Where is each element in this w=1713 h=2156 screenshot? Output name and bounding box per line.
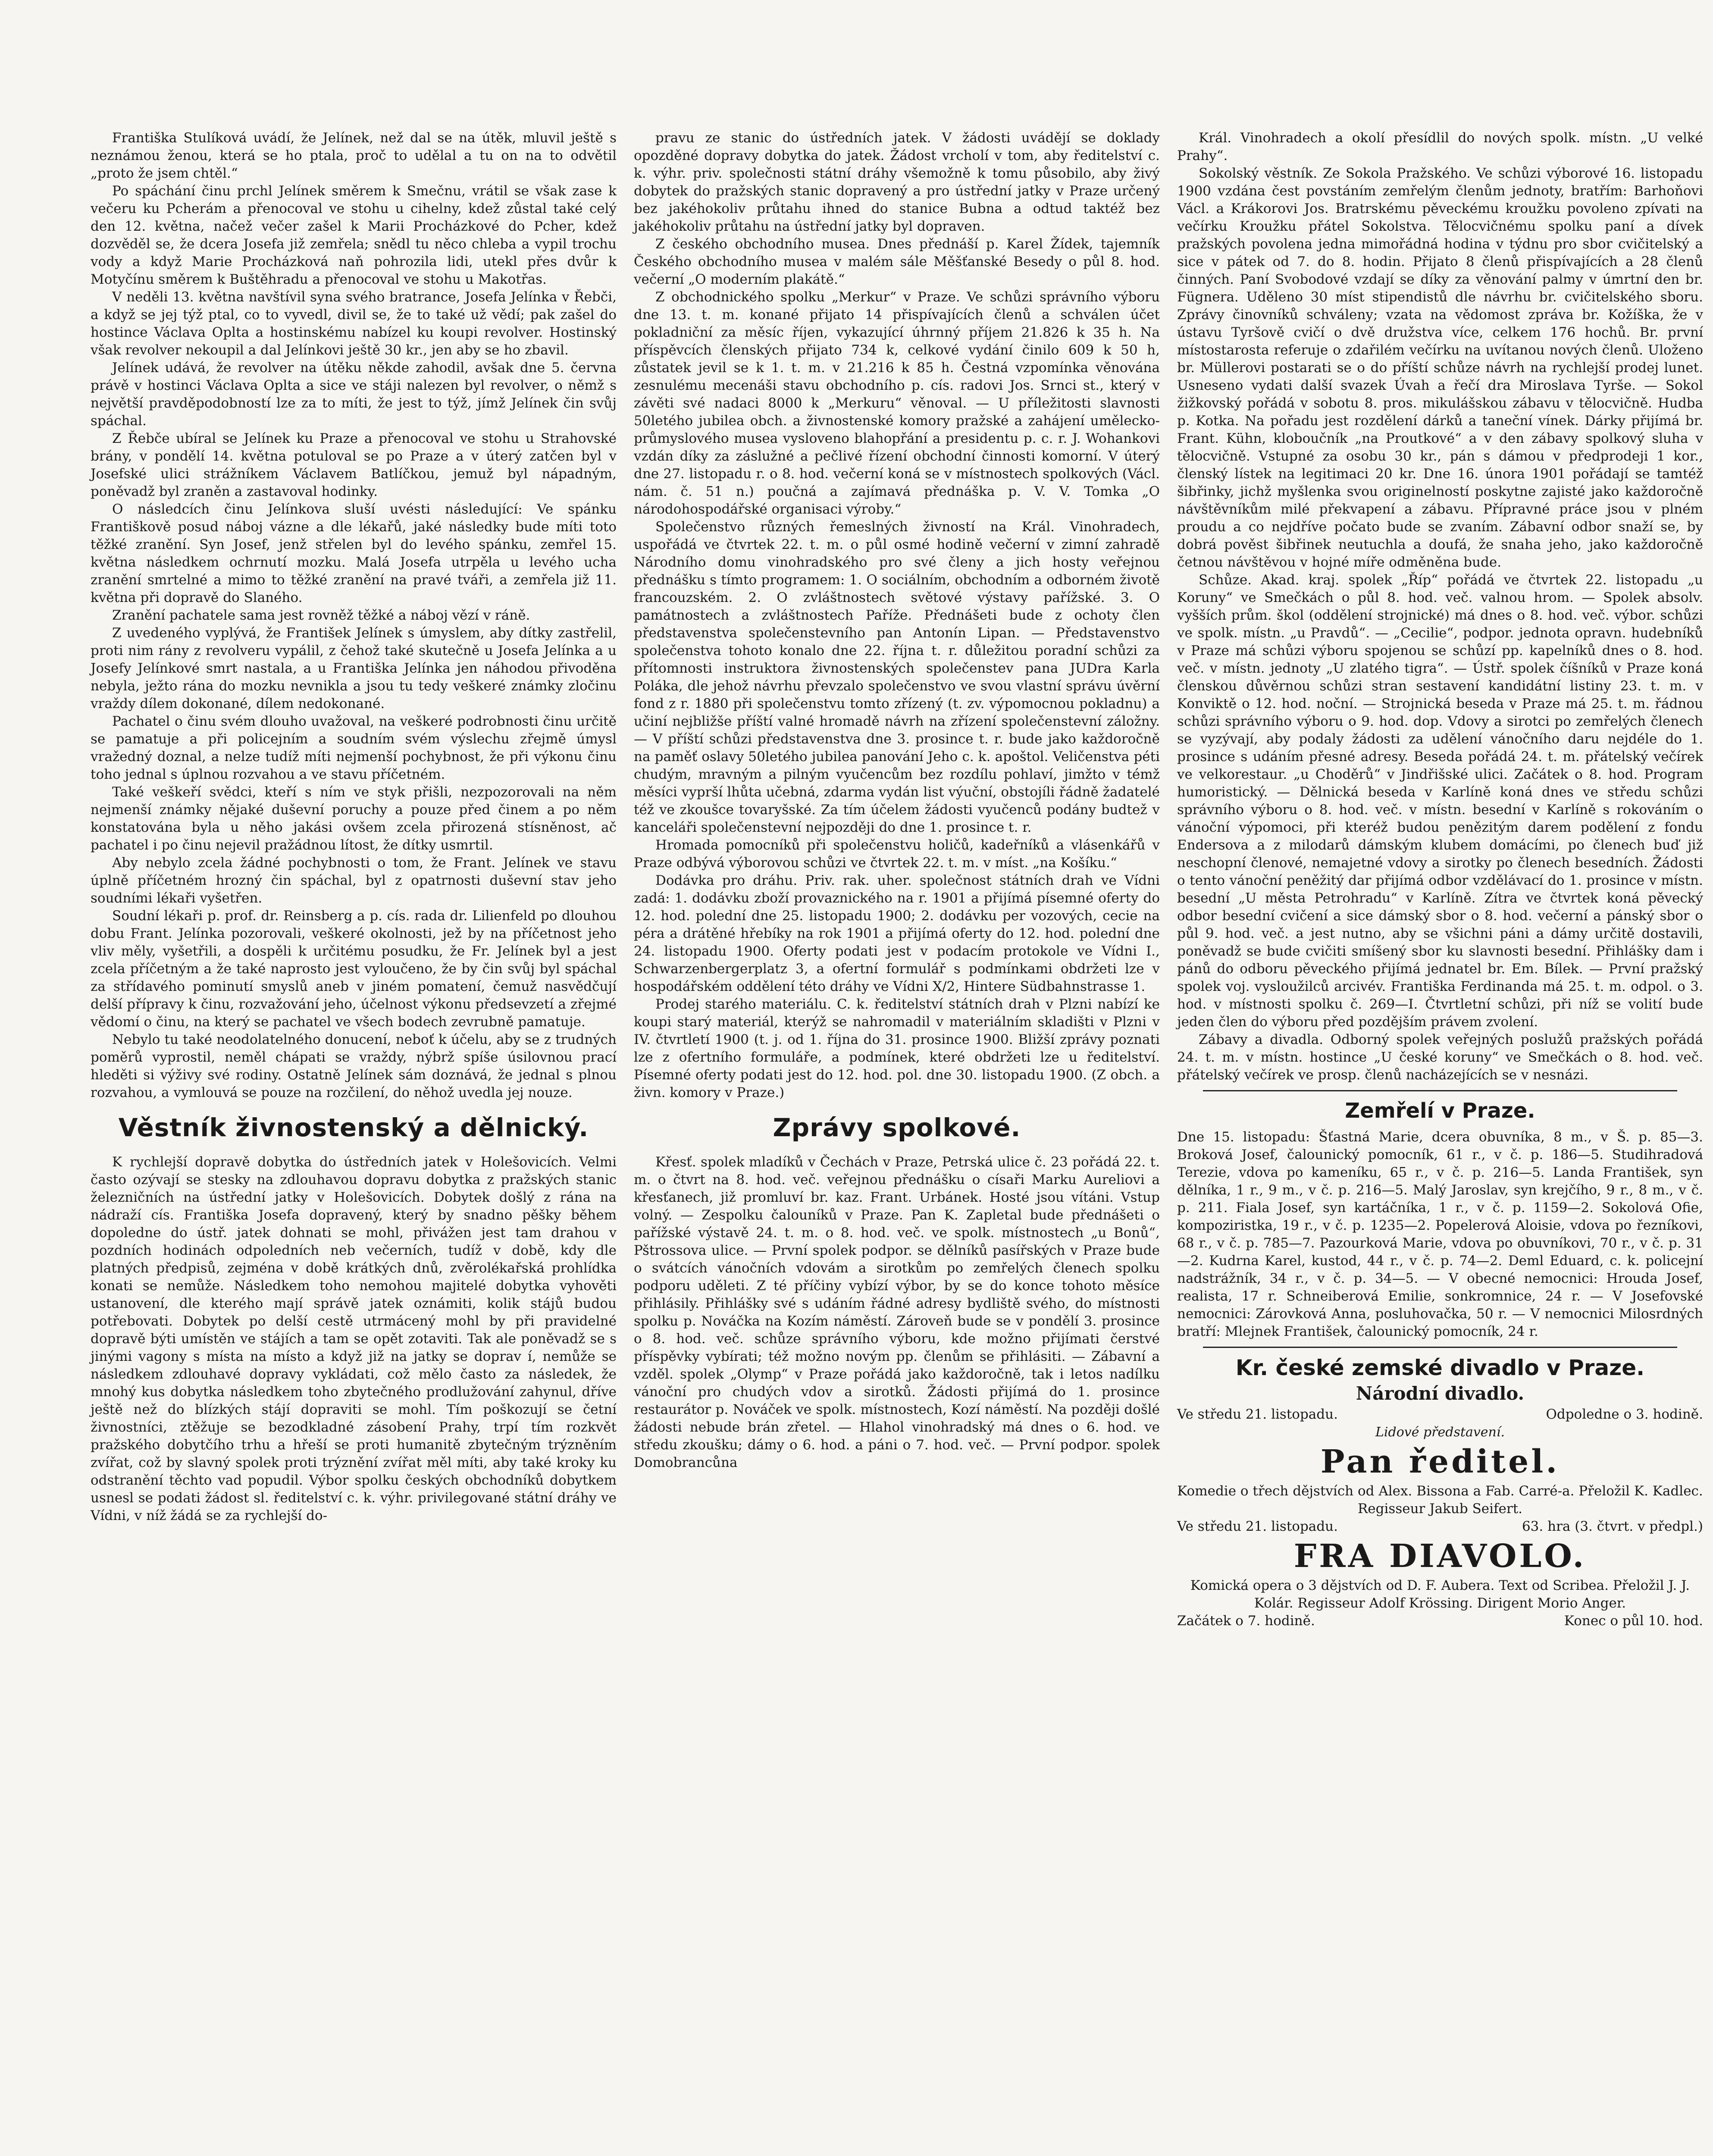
article-paragraph: Z českého obchodního musea. Dnes přednáší p. Karel Žídek, tajemník Českého obchodního musea v malém sále Měšťanské Besedy o půl 8. hod. večerní „O moderním plakátě.“ [634, 236, 1160, 287]
article-paragraph: Také veškeří svědci, kteří s ním ve styk přišli, nezpozorovali na něm nejmenší známky nějaké duševní poruchy a pouze před činem a po něm konstatována byla u něho jakási ovšem zcela přirozená stísněnost, ač pachatel i po činu nejevil pražádnou lítost, že dítky usmrtil. [91, 784, 617, 853]
theatre-heading: Kr. české zemské divadlo v Praze. [1235, 1355, 1645, 1380]
theatre-subheading: Národní divadlo. [1356, 1383, 1525, 1404]
theatre-date-row [1177, 1406, 1703, 1423]
theatre-time: Odpoledne o 3. hodině. [1546, 1407, 1703, 1422]
deaths-title: Zemřelí v Praze. [1345, 1099, 1535, 1123]
theatre-date: Ve středu 21. listopadu. [1177, 1519, 1338, 1534]
article-paragraph: Hromada pomocníků při společenstvu holičů, kadeřníků a vlásenkářů v Praze odbývá výborovou schůzi ve čtvrtek 22. t. m. v míst. „na Košíku.“ [634, 837, 1160, 871]
play-description-2: Komická opera o 3 dějstvích od D. F. Aubera. Text od Scribea. Přeložil J. J. Kolár. Regisseur Adolf Krössing. Dirigent Morio Anger. [1190, 1578, 1690, 1611]
divider [1203, 1347, 1677, 1348]
article-paragraph: Král. Vinohradech a okolí přesídlil do nových spolk. místn. „U velké Prahy“. [1177, 130, 1703, 163]
deaths-list: Dne 15. listopadu: Šťastná Marie, dcera obuvníka, 8 m., v Š. p. 85—3. Broková Josef, čalounický pomocník, 61 r., v č. p. 186—5. Studihradová Terezie, vdova po kameníku, 65 r., v č. p. 216—5. Landa František, syn dělníka, 1 r., 9 m., v č. p. 216—5. Malý Jaroslav, syn krejčího, 9 r., 8 m., v č. p. 211. Fiala Josef, syn kartáčníka, 1 r., v č. p. 1159—2. Sokolová Ofie, kompoziristka, 19 r., v č. p. 1235—2. Popelerová Aloisie, vdova po řezníkovi, 68 r., v č. p. 785—7. Pazourková Marie, vdova po obuvníkovi, 70 r., v č. p. 31—2. Kudrna Karel, kustod, 44 r., v č. p. 74—2. Deml Eduard, c. k. policejní nadstrážník, 34 r., v č. p. 34—5. — V obecné nemocnici: Hrouda Josef, realista, 17 r. Schneiberová Emilie, sonkromnice, 24 r. — V Josefovské nemocnici: Zárovková Anna, posluhovačka, 50 r. — V nemocnici Milosrdných bratří: Mlejnek František, čalounický pomocník, 24 r. [1177, 1129, 1703, 1339]
section-title-trade: Věstník živnostenský a dělnický. [118, 1113, 589, 1142]
article-paragraph: Soudní lékaři p. prof. dr. Reinsberg a p. cís. rada dr. Lilienfeld po dlouhou dobu Frant. Jelínka pozorovali, veškeré okolnosti, jež by na příčetnost jeho vliv měly, vyšetřili, a dospěli k určitému posudku, že Fr. Jelínek byl a jest zcela příčetným a že také naprosto jest vyloučeno, že by čin svůj byl spáchal za střídavého pominutí smyslů aneb v jiném pomatení, čemuž nasvědčují delší přípravy k činu, rozvažování jeho, účelnost výkonu předsevzetí a zřejmé vědomí o činu, na který se pachatel ve všech bodech zevrubně pamatuje. [91, 908, 617, 1030]
theatre-end: Konec o půl 10. hod. [1564, 1613, 1703, 1629]
theatre-subscription: 63. hra (3. čtvrt. v předpl.) [1522, 1519, 1703, 1534]
article-paragraph: pravu ze stanic do ústředních jatek. V žádosti uvádějí se doklady opozděné dopravy dobytka do jatek. Žádost vrcholí v tom, aby ředitelství c. k. výhr. priv. společnosti státní dráhy všemožně k tomu působilo, aby živý dobytek do pražských stanic dopravený a pro ústřední jatky v Praze určený bez jakéhokoliv průtahu ihned do stanice Bubna a odtud taktéž bez jakéhokoliv průtahu na ústřední jatky byl dopraven. [634, 130, 1160, 234]
article-paragraph: Aby nebylo zcela žádné pochybnosti o tom, že Frant. Jelínek ve stavu úplně příčetném hrozný čin spáchal, byl z opatrnosti duševní stav jeho soudními lékaři vyšetřen. [91, 855, 617, 906]
play-title-1: Pan ředitel. [1320, 1443, 1560, 1480]
theatre-date-row [1177, 1518, 1703, 1536]
section-title-clubs: Zprávy spolkové. [773, 1113, 1021, 1142]
theatre-start: Začátek o 7. hodině. [1177, 1613, 1315, 1629]
article-paragraph: K rychlejší dopravě dobytka do ústředních jatek v Holešovicích. Velmi často ozývají se stesky na zdlouhavou dopravu dobytka z pražských stanic železničních na ústřední jatky v Holešovicích. Dobytek došlý z rána na nádraží cís. Františka Josefa dopravený, který by snadno pěšky během dopoledne do ústř. jatek dohnati se mohl, přivážen jest tam drahou v pozdních hodinách odpoledních neb večerních, tudíž v době, kdy dle platných předpisů, zejména v době krátkých dnů, zvěrolékařská prohlídka konati se nemůže. Následkem toho nemohou majitelé dobytka vyhověti ustanovení, dle kterého mají správě jatek oznámiti, kolik stájů budou potřebovati. Dobytek po delší cestě utrmácený mohl by při pravidelné dopravě býti umístěn ve stájích a tam se opět zotaviti. Tak ale poněvadž se s jinými vagony s místa na místo a když již na jatky se doprav í, nemůže se následkem zdlouhavé dopravy vykládati, což mělo často za následek, že mnohý kus dobytka následkem toho zbytečného prodlužování zahynul, dříve ještě než do blízkých stájí dopraviti se mohl. Tím poškozují se četní živnostníci, ztěžuje se bezodkladné zásobení Prahy, trpí tím rozkvět pražského dobytčího trhu a hřeší se proti humanitě zbytečným trýzněním zvířat, což by slavný spolek proti trýznění zvířat měl míti, aby také kroky ku odstranění těchto vad popudil. Výbor spolku českých obchodníků dobytkem usnesl se podati žádost sl. ředitelství c. k. výhr. privilegované státní dráhy ve Vídni, v níž žádá se za rychlejší do- [91, 1154, 617, 1523]
divider [1203, 1090, 1677, 1091]
article-paragraph: Sokolský věstník. Ze Sokola Pražského. Ve schůzi výborové 16. listopadu 1900 vzdána čest povstáním zemřelým členům jednoty, bratřím: Barhoňovi Václ. a Krákorovi Jos. Bratrskému pěveckému kroužku povoleno zpívati na večírku Kroužku přátel Sokolstva. Tělocvičnému spolku paní a dívek pražských povolena jedna mimořádná hodina v týdnu pro sbor cvičitelský a sice v pátek od 7. do 8. hodin. Přijato 8 členů přispívajících a 28 členů činných. Paní Svobodové vzdají se díky za věnování palmy v úmrtní den br. Fügnera. Udělenо 30 míst stipendistů dle návrhu br. cvičitelského sboru. Zprávy činovníků schváleny; vzata na vědomost zpráva br. Kožíška, že v ústavu Tyršově cvičí o dvě družstva více, celkem 176 hochů. Br. první místostarosta referuje o zdařilém večírku na uvítanou nových členů. Uloženo br. Müllerovi postarati se o do příští schůze návrh na rychlejší prodej lunet. Usneseno vydati další svazek Úvah a řečí dra Miroslava Tyrše. — Sokol žižkovský pořádá v sobotu 8. pros. mikulášskou zábavu v tělocvičně. Hudba p. Kotka. Na pořadu jest rozdělení dárků a taneční vínek. Dárky přijímá br. Frant. Kühn, kloboučník „na Proutkové“ a v den zábavy spolkový sluha v tělocvičně. Vstupné za osobu 30 kr., pán s dámou v předprodeji 1 kor., členský lístek na legitimaci 20 kr. Dne 16. února 1901 pořádají se tamtéž šibřinky, jichž myšlenka svou originelností poskytne zajisté jako každoročně návštěvníkům milé překvapení a zábavu. Přípravné práce jsou v plném proudu a co nejdříve počato bude se zvaním. Zábavní odbor snaží se, by dobrá pověst šibřinek neutuchla a doufá, že snaha jeho, jako každoročně četnou návštěvou v hojné míře odměněna bude. [1177, 166, 1703, 570]
article-paragraph: Jelínek udává, že revolver na útěku někde zahodil, avšak dne 5. června právě v hostinci Václava Oplta a sice ve stáji nalezen byl revolver, o němž s největší pravděpodobností lze za to míti, že jest to týž, jímž Jelínek čin svůj spáchal. [91, 360, 617, 429]
article-paragraph: Schůze. Akad. kraj. spolek „Říp“ pořádá ve čtvrtek 22. listopadu „u Koruny“ ve Smečkách o půl 8. hod. več. valnou hrom. — Spolek absolv. vyšších prům. škol (oddělení strojnické) má dnes o 8. hod. več. výbor. schůzi ve spolk. místn. „u Pravdů“. — „Cecilie“, podpor. jednota opravn. hudebníků v Praze má schůzi výboru spojenou se schůzí pp. kapelníků dnes o 8. hod. več. v místn. jednoty „U zlatého tigra“. — Ústř. spolek číšníků v Praze koná členskou důvěrnou schůzi stran sestavení kandidátní listiny 23. t. m. v Konviktě o 12. hod. noční. — Strojnická beseda v Praze má 25. t. m. řádnou schůzi správního výboru o 9. hod. dop. Vdovy a sirotci po zemřelých členech se vyzývají, aby podaly žádosti za udělení vánočního daru nejdéle do 1. prosince s udáním přesné adresy. Beseda pořádá 24. t. m. přátelský večírek ve velkorestaur. „u Choděrů“ v Jindřišské ulici. Začátek o 8. hod. Program humoristický. — Dělnická beseda v Karlíně koná dnes ve středu schůzi správního výboru o 8. hod. več. v místn. besední v Karlíně s rokováním o vánoční výpomoci, při kteréž budou penězitým darem podělení z fondu Endersova a z milodarů dámským klubem domácími, po členech buď již neschopní členové, nemajetné vdovy a sirotky po členech besedních. Žádosti o tento vánoční peněžitý dar přijímá odbor vzdělávací do 1. prosince v místn. besední „U města Petrohradu“ v Karlíně. Zítra ve čtvrtek koná pěvecký odbor besední cvičení a sice dámský sbor o 8. hod. večerní a pánský sbor o půl 9. hod. več. a jest nutno, aby se všichni páni a dámy určitě dostavili, poněvadž se bude cvičiti smíšený sbor ku slavnosti besední. Přihlášky dam i pánů do odboru pěveckého přijímá jednatel br. Em. Bílek. — První pražský spolek voj. vysloužilců arcivév. Františka Ferdinanda má 25. t. m. odpol. o 3. hod. v místnosti spolku č. 269—I. Čtvrtletní schůzi, při níž se volití bude jeden člen do výboru před pozdějším právem zvolení. [1177, 572, 1703, 1030]
theatre-date: Ve středu 21. listopadu. [1177, 1407, 1338, 1422]
article-paragraph: Křesť. spolek mladíků v Čechách v Praze, Petrská ulice č. 23 pořádá 22. t. m. o čtvrt na 8. hod. več. veřejnou přednášku o císaři Marku Aureliovi a křesťanech, již promluví br. kaz. Frant. Urbánek. Hosté jsou vítáni. Vstup volný. — Zespolku čalouníků v Praze. Pan K. Zapletal bude přednášeti o pařížské výstavě 24. t. m. o 8. hod. več. ve spolk. místnostech „u Bonů“, Pštrossova ulice. — První spolek podpor. se dělníků pasířských v Praze bude o svátcích vánočních vdovám a sirotkům po zemřelých členech spolku podporu uděleti. Z té příčiny vybízí výbor, by se do konce tohoto měsíce přihlásily. Přihlášky své s udáním řádné adresy bydliště svého, do místnosti spolku p. Nováčka na Kozím náměstí. Zároveň bude se v pondělí 3. prosince o 8. hod. več. schůze správního výboru, kde možno přijímati čerstvé příspěvky vybírati; též možno novým pp. členům se přihlásiti. — Zábavní a vzděl. spolek „Olymp“ v Praze pořádá jako každoročně, tak i letos nadílku vánoční pro chudých vdov a sirotků. Žádosti přijímá do 1. prosince restaurátor p. Nováček ve spolk. místnostech, Kozí náměstí. Na později došlé žádosti nebude brán zřetel. — Hlahol vinohradský má dnes o 6. hod. ve středu zkoušku; dámy o 6. hod. a páni o 7. hod. več. — První podpor. spolek Domobrancůna [634, 1154, 1160, 1470]
article-paragraph: Prodej starého materiálu. C. k. ředitelství státních drah v Plzni nabízí ke koupi starý materiál, kterýž se nahromadil v materiálním skladišti v Plzni v IV. čtvrtletí 1900 (t. j. od 1. října do 31. prosince 1900. Bližší zprávy poznati lze z ofertního formuláře, a podmínek, které obdržeti lze u ředitelství. Písemné oferty podati jest do 12. hod. pol. dne 30. listopadu 1900. (Z obch. a živn. komory v Praze.) [634, 997, 1160, 1100]
column-1 [91, 129, 617, 1525]
article-paragraph: Zábavy a divadla. Odborný spolek veřejných poslužů pražských pořádá 24. t. m. v místn. hostince „U české koruny“ ve Smečkách o 8. hod. več. přátelský večírek ve prosp. členů nacházejících se v nesnázi. [1177, 1032, 1703, 1083]
article-paragraph: Z obchodnického spolku „Merkur“ v Praze. Ve schůzi správního výboru dne 13. t. m. konané přijato 14 přispívajících členů a schválen účet pokladniční za měsíc říjen, vykazující úhrnný příjem 21.826 k 35 h. Na příspěvcích členských přijato 734 k, celkové vydání činilo 609 k 50 h, zůstatek jevil se k 1. t. m. v 21.216 k 85 h. Čestná vzpomínka věnována zesnulému mecenáši stavu obchodního p. cís. radovi Jos. Srnci st., který v závěti své nadaci 8000 k „Merkuru“ věnoval. — U příležitosti slavnosti 50letého jubilea obch. a živnostenské komory pražské a zahájení umělecko-průmyslového musea vysloveno blahopřání a presidentu p. c. r. J. Wohankovi vzdán díky za záslužné a pečlivé řízení obchodní činnosti komorní. V úterý dne 27. listopadu r. o 8. hod. večerní koná se v místnostech spolkových (Václ. nám. č. 51 n.) poučná a zajímavá přednáška p. V. V. Tomka „O národohospodářské organisaci výroby.“ [634, 289, 1160, 517]
article-paragraph: Z uvedeného vyplývá, že František Jelínek s úmyslem, aby dítky zastřelil, proti nim rány z revolveru vypálil, z čehož také skutečně u Josefa Jelínka a u Josefy Jelínkové smrt nastala, a u Františka Jelínka jen náhodou přivoděna nebyla, ježto rána do mozku nevnikla a jsou tu tedy veškeré známky zločinu vraždy dílem dokonané, dílem nedokonané. [91, 625, 617, 711]
article-paragraph: V neděli 13. května navštívil syna svého bratrance, Josefa Jelínka v Řebči, a když se jej týž ptal, co to vyvedl, divil se, že to také už vědí; pak zašel do hostince Václava Oplta a hostinskému nabízel ku koupi revolver. Hostinský však revolver nekoupil a dal Jelínkovi ještě 30 kr., jen aby se ho zbavil. [91, 289, 617, 358]
article-paragraph: O následcích činu Jelínkova sluší uvésti následující: Ve spánku Františkově posud náboj vázne a dle lékařů, jaké následky bude míti toto těžké zranění. Syn Josef, jenž střelen byl do levého spánku, zemřel 15. května následkem ochrnutí mozku. Malá Josefa utrpěla u levého ucha zranění smrtelné a mimo to těžké zranění na pravé tváři, a zemřela již 11. května při dopravě do Slaného. [91, 501, 617, 605]
theatre-note: Lidové představení. [1375, 1425, 1505, 1440]
column-2 [634, 129, 1160, 1472]
article-paragraph: Pachatel o činu svém dlouho uvažoval, na veškeré podrobnosti činu určitě se pamatuje a při policejním a soudním svém výslechu zřejmě úmysl vražedný doznal, a nelze tudíž míti nejmenší pochybnost, že při výkonu činu toho jednal s úplnou rozvahou a ve stavu příčetném. [91, 714, 617, 782]
article-paragraph: Po spáchání činu prchl Jelínek směrem k Smečnu, vrátil se však zase k večeru ku Pcherám a přenocoval ve stohu u cihelny, kdež zůstal také celý den 12. května, načež večer zašel k Marii Procházkové do Pcher, kdež dozvěděl se, že dcera Josefa již zemřela; snědl tu něco chleba a vypil trochu vody a když Marie Procházková naň pohrozila lidi, utekl přes dvůr k Motyčínu směrem k Buštěhradu a přenocoval ve stohu u Makotřas. [91, 183, 617, 287]
article-paragraph: Společenstvo různých řemeslných živností na Král. Vinohradech, uspořádá ve čtvrtek 22. t. m. o půl osmé hodině večerní v zimní zahradě Národního domu vinohradského pro své členy a jich hosty veřejnou přednášku s tímto programem: 1. O sociálním, obchodním a odborném životě francouzském. 2. O zvláštnostech světové výstavy pařížské. 3. O památnostech a zvláštnostech Paříže. Přednášeti bude z ochoty člen představenstva společenstevního pan Antonín Lipan. — Představenstvo společenstva tohoto konalo dne 22. října t. r. důležitou poradní schůzi za přítomnosti instruktora živnostenských společenstev pana JUDra Karla Poláka, dle jehož návrhu převzalo společenstvo ve svou vlastní správu úvěrní fond z r. 1880 při společenstvu tomto zřízený (t. zv. výpomocnou pokladnu) a učiní nejbližše příští valné hromadě návrh na zřízení společenstevní záložny. — V příští schůzi představenstva dne 3. prosince t. r. bude jako každoročně na paměť oslavy 50letého jubilea panování Jeho c. k. apoštol. Veličenstva péti chudým, mravným a pilným vyučencům bez rozdílu pohlaví, jimžto v témž měsíci vyprší lhůta učebná, zdarma vydán list výuční, obstojíli řádně žadatelé též ve zkoušce tovaryšské. Za tím účelem žádosti vyučenců podány budtež v kanceláři společenstevní nejpozději do dne 1. prosince t. r. [634, 519, 1160, 835]
article-paragraph: Františka Stulíková uvádí, že Jelínek, než dal se na útěk, mluvil ještě s neznámou ženou, která se ho ptala, proč to udělal a tu on na to odvětil „proto že jsem chtěl.“ [91, 130, 617, 181]
article-paragraph: Nebylo tu také neodolatelného donucení, neboť k účelu, aby se z trudných poměrů vyprostil, neměl chápati se vraždy, nýbrž spíše úsilovnou prací hleděti si výživy své rodiny. Ostatně Jelínek sám doznává, že jednal s plnou rozvahou, a vymlouvá se pouze na rozčilení, do něhož uvedla jej nouze. [91, 1032, 617, 1100]
article-paragraph: Zranění pachatele sama jest rovněž těžké a náboj vězí v ráně. [112, 608, 530, 623]
play-title-2: FRA DIAVOLO. [1293, 1538, 1587, 1575]
play-description-1: Komedie o třech dějstvích od Alex. Bissona a Fab. Carré-a. Přeložil K. Kadlec. Regisseur Jakub Seifert. [1177, 1483, 1703, 1517]
article-paragraph: Dodávka pro dráhu. Priv. rak. uher. společnost státních drah ve Vídni zadá: 1. dodávku zboží provaznického na r. 1901 a přijímá písemné oferty do 12. hod. polední dne 25. listopadu 1900; 2. dodávku per vozových, cecie na péra a drátěné hřebíky na rok 1901 a přijímá oferty do 12. hod. polední dne 24. listopadu 1900. Oferty podati jest v podacím protokole ve Vídni I., Schwarzenbergerplatz 3, a ofertní formulář s podmínkami obdržeti lze v hospodářském oddělení této dráhy ve Vídni X/2, Hintere Südbahnstrasse 1. [634, 873, 1160, 994]
theatre-time-row [1177, 1612, 1703, 1630]
column-3 [1177, 129, 1703, 1630]
article-paragraph: Z Řebče ubíral se Jelínek ku Praze a přenocoval ve stohu u Strahovské brány, v pondělí 14. května potuloval se po Praze a v úterý zatčen byl v Josefské ulici strážníkem Václavem Batlíčkou, jemuž byl nápadným, poněvadž byl zraněn a zastavoval hodinky. [91, 431, 617, 499]
